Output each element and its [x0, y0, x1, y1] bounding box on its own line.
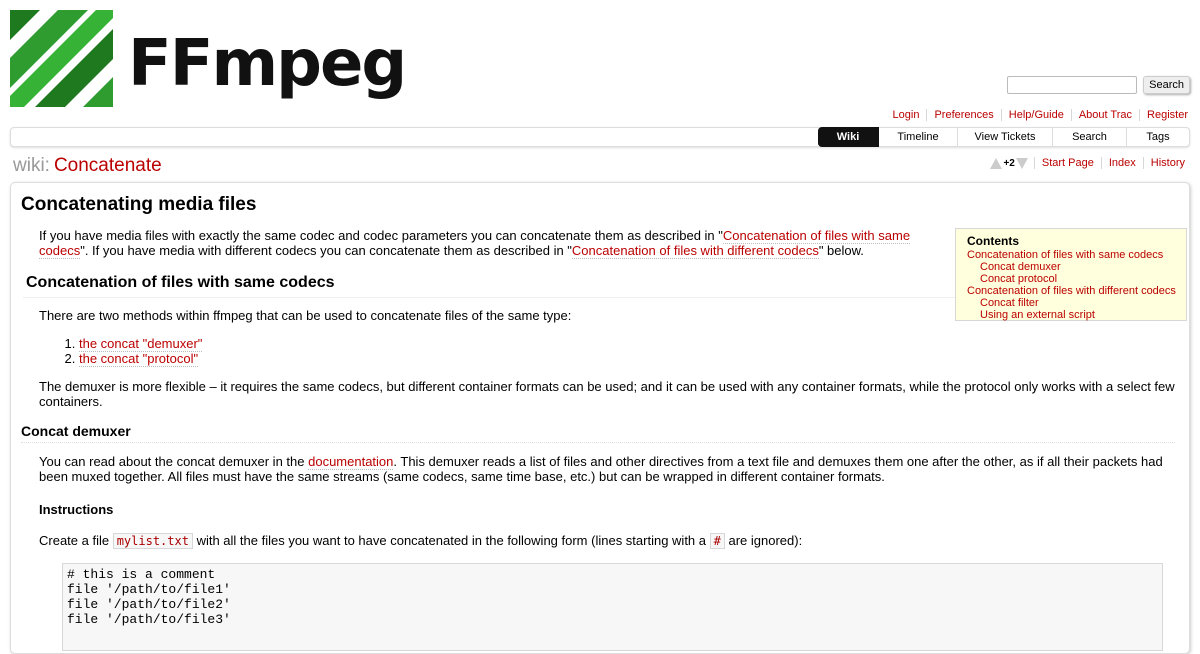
heading-instructions: Instructions	[39, 502, 114, 517]
index-link[interactable]: Index	[1101, 157, 1143, 169]
ffmpeg-logo-icon	[10, 10, 113, 107]
toc-link-external-script[interactable]: Using an external script	[980, 309, 1095, 321]
page-name-link[interactable]: Concatenate	[53, 155, 162, 176]
demuxer-vs-protocol: The demuxer is more flexible – it requires the same codecs, but different container formats can be used; and it can be used with any container formats, while the protocol only works with a select few containers.	[39, 379, 1175, 409]
vote-count: +2	[1003, 157, 1015, 169]
link-same-codecs[interactable]: Concatenation of files with same codecs	[39, 228, 911, 258]
toc-link-same-codecs[interactable]: Concatenation of files with same codecs	[967, 249, 1164, 261]
vote-down-icon[interactable]	[1016, 158, 1028, 169]
code-mylist: mylist.txt	[113, 533, 193, 549]
start-page-link[interactable]: Start Page	[1034, 157, 1101, 169]
help-guide-link[interactable]: Help/Guide	[1002, 109, 1072, 121]
search-button[interactable]: Search	[1143, 76, 1190, 94]
tab-tags[interactable]: Tags	[1127, 127, 1190, 147]
page-title: Concatenating media files	[21, 194, 257, 215]
demuxer-description	[39, 454, 1175, 484]
intro-text-3: " below.	[818, 243, 864, 258]
toc-item	[967, 261, 1186, 273]
link-different-codecs[interactable]: Concatenation of files with different codecs	[571, 243, 819, 258]
heading-concat-demuxer: Concat demuxer	[21, 423, 1175, 443]
register-link[interactable]: Register	[1147, 109, 1188, 121]
create-file-text-1: Create a file	[39, 533, 113, 548]
tab-view-tickets[interactable]: View Tickets	[958, 127, 1053, 147]
code-hash: #	[710, 533, 725, 549]
search-input[interactable]	[1007, 76, 1137, 94]
toc-item	[967, 249, 1186, 261]
search-form	[1007, 76, 1190, 94]
create-file-text-3: are ignored):	[724, 533, 803, 548]
toc-link-concat-protocol[interactable]: Concat protocol	[980, 273, 1058, 285]
context-navigation	[990, 157, 1192, 169]
tab-timeline[interactable]: Timeline	[879, 127, 958, 147]
toc-item	[967, 285, 1186, 297]
toc-link-different-codecs[interactable]: Concatenation of files with different codecs	[967, 285, 1176, 297]
concat-demuxer-link[interactable]: the concat "demuxer"	[79, 336, 203, 351]
preferences-link[interactable]: Preferences	[927, 109, 1001, 121]
wiki-content	[10, 182, 1190, 654]
table-of-contents	[955, 228, 1187, 321]
create-file-instruction	[39, 533, 802, 549]
create-file-text-2: with all the files you want to have concatenated in the following form (lines starting with a	[192, 533, 710, 548]
demuxer-desc-text-1: You can read about the concat demuxer in the	[39, 454, 309, 469]
toc-item	[967, 309, 1186, 321]
breadcrumb	[13, 155, 162, 177]
intro-text-1: If you have media files with exactly the same codec and codec parameters you can concatenate them as described in "	[39, 228, 723, 243]
code-block: # this is a comment file '/path/to/file1' file '/path/to/file2' file '/path/to/file3'	[62, 563, 1163, 651]
toc-title: Contents	[967, 234, 1019, 248]
vote-up-icon[interactable]	[990, 158, 1002, 169]
intro-text-2: ". If you have media with different codecs you can concatenate them as described in "	[80, 243, 572, 258]
intro-paragraph	[39, 228, 919, 258]
toc-item	[967, 297, 1186, 309]
vote-widget	[990, 158, 1033, 169]
heading-same-codecs: Concatenation of files with same codecs	[23, 274, 1175, 298]
methods-list	[39, 336, 202, 366]
login-link[interactable]: Login	[886, 109, 928, 121]
logo-wordmark: FFmpeg	[128, 27, 406, 101]
methods-intro: There are two methods within ffmpeg that can be used to concatenate files of the same type:	[39, 308, 572, 323]
list-item	[79, 351, 202, 366]
meta-navigation	[886, 109, 1190, 121]
about-trac-link[interactable]: About Trac	[1072, 109, 1140, 121]
toc-link-concat-demuxer[interactable]: Concat demuxer	[980, 261, 1061, 273]
main-navigation	[10, 127, 1190, 147]
list-item	[79, 336, 202, 351]
history-link[interactable]: History	[1143, 157, 1192, 169]
tab-wiki[interactable]: Wiki	[818, 127, 879, 147]
tab-search[interactable]: Search	[1053, 127, 1127, 147]
ffmpeg-logo[interactable]	[10, 10, 406, 110]
demuxer-desc-text-2: . This demuxer reads a list of files and other directives from a text file and demuxes them one after the other, as if all their packets had been muxed together. All files must have the same streams (same codecs, same time base, etc.) but can be wrapped in different container formats.	[39, 454, 1163, 484]
documentation-link[interactable]: documentation	[308, 454, 394, 469]
toc-link-concat-filter[interactable]: Concat filter	[980, 297, 1039, 309]
toc-item	[967, 273, 1186, 285]
concat-protocol-link[interactable]: the concat "protocol"	[79, 351, 199, 366]
path-root: wiki:	[13, 155, 50, 176]
